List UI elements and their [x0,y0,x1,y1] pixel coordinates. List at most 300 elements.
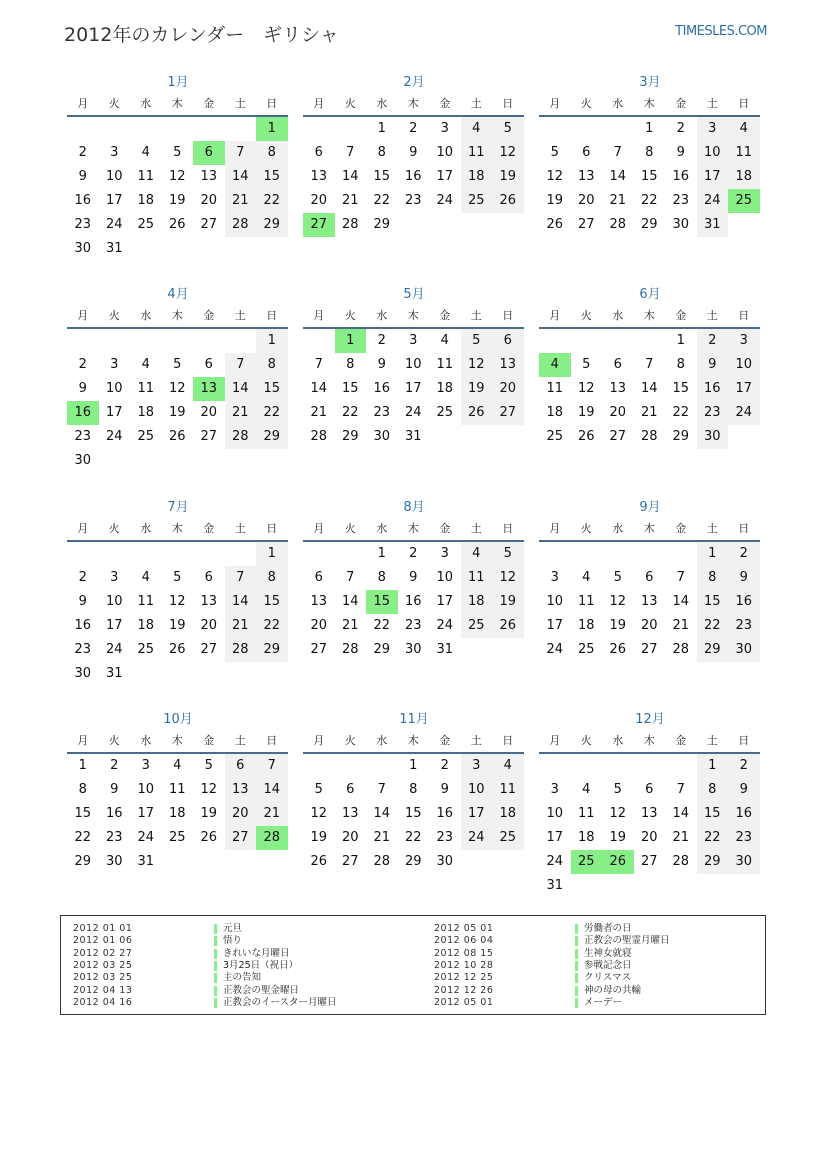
day-cell[interactable]: 20 [200,405,218,420]
day-cell[interactable]: 6 [582,145,591,160]
day-cell[interactable]: 5 [613,570,622,585]
day-cell[interactable]: 29 [256,213,288,237]
day-cell[interactable]: 14 [225,165,257,189]
day-cell[interactable]: 24 [105,429,123,444]
day-cell[interactable]: 8 [676,357,685,372]
day-cell[interactable]: 13 [225,778,257,802]
day-cell[interactable]: 16 [728,802,760,826]
day-cell[interactable]: 3 [550,570,559,585]
day-cell[interactable]: 30 [74,241,92,256]
day-cell[interactable]: 25 [168,830,186,845]
day-cell[interactable]: 23 [74,217,92,232]
day-cell[interactable]: 20 [609,405,627,420]
day-cell[interactable]: 25 [436,405,454,420]
day-cell[interactable]: 30 [74,666,92,681]
day-cell[interactable]: 9 [676,145,685,160]
day-cell[interactable]: 18 [492,802,524,826]
day-cell[interactable]: 15 [404,806,422,821]
day-cell[interactable]: 6 [645,782,654,797]
day-cell[interactable]: 18 [436,381,454,396]
day-cell[interactable]: 1 [409,758,418,773]
day-cell[interactable]: 27 [577,217,595,232]
day-cell[interactable]: 21 [225,614,257,638]
day-cell[interactable]: 17 [728,377,760,401]
day-cell[interactable]: 31 [137,854,155,869]
day-cell[interactable]: 9 [409,570,418,585]
day-cell[interactable]: 6 [613,357,622,372]
day-cell[interactable]: 16 [105,806,123,821]
day-cell[interactable]: 25 [137,429,155,444]
day-cell[interactable]: 25 [461,189,493,213]
holiday-day-cell[interactable]: 16 [67,401,99,425]
day-cell[interactable]: 12 [609,594,627,609]
day-cell[interactable]: 8 [78,782,87,797]
day-cell[interactable]: 25 [577,642,595,657]
day-cell[interactable]: 2 [697,329,729,353]
day-cell[interactable]: 1 [78,758,87,773]
day-cell[interactable]: 7 [645,357,654,372]
day-cell[interactable]: 17 [461,802,493,826]
day-cell[interactable]: 12 [168,169,186,184]
day-cell[interactable]: 19 [168,193,186,208]
day-cell[interactable]: 16 [373,381,391,396]
day-cell[interactable]: 1 [697,754,729,778]
day-cell[interactable]: 23 [404,618,422,633]
day-cell[interactable]: 18 [577,830,595,845]
holiday-day-cell[interactable]: 27 [303,213,335,237]
day-cell[interactable]: 9 [78,381,87,396]
day-cell[interactable]: 9 [728,778,760,802]
day-cell[interactable]: 11 [461,141,493,165]
day-cell[interactable]: 17 [105,405,123,420]
day-cell[interactable]: 11 [546,381,564,396]
day-cell[interactable]: 20 [200,193,218,208]
day-cell[interactable]: 23 [74,642,92,657]
day-cell[interactable]: 13 [310,169,328,184]
day-cell[interactable]: 3 [110,357,119,372]
day-cell[interactable]: 1 [256,329,288,353]
day-cell[interactable]: 5 [204,758,213,773]
day-cell[interactable]: 22 [697,614,729,638]
day-cell[interactable]: 5 [613,782,622,797]
day-cell[interactable]: 6 [492,329,524,353]
day-cell[interactable]: 5 [173,570,182,585]
day-cell[interactable]: 28 [225,213,257,237]
day-cell[interactable]: 19 [492,165,524,189]
day-cell[interactable]: 21 [640,405,658,420]
day-cell[interactable]: 20 [310,193,328,208]
day-cell[interactable]: 17 [436,594,454,609]
day-cell[interactable]: 27 [341,854,359,869]
day-cell[interactable]: 5 [173,357,182,372]
day-cell[interactable]: 2 [78,570,87,585]
day-cell[interactable]: 7 [613,145,622,160]
day-cell[interactable]: 27 [225,826,257,850]
day-cell[interactable]: 2 [78,357,87,372]
day-cell[interactable]: 28 [225,425,257,449]
day-cell[interactable]: 31 [404,429,422,444]
day-cell[interactable]: 23 [697,401,729,425]
day-cell[interactable]: 31 [436,642,454,657]
day-cell[interactable]: 1 [645,121,654,136]
day-cell[interactable]: 21 [341,193,359,208]
day-cell[interactable]: 5 [492,542,524,566]
day-cell[interactable]: 15 [672,381,690,396]
day-cell[interactable]: 2 [409,546,418,561]
day-cell[interactable]: 22 [697,826,729,850]
day-cell[interactable]: 4 [141,145,150,160]
day-cell[interactable]: 12 [577,381,595,396]
day-cell[interactable]: 26 [200,830,218,845]
day-cell[interactable]: 6 [314,145,323,160]
day-cell[interactable]: 10 [728,353,760,377]
day-cell[interactable]: 18 [168,806,186,821]
day-cell[interactable]: 26 [461,401,493,425]
day-cell[interactable]: 24 [728,401,760,425]
day-cell[interactable]: 12 [492,566,524,590]
day-cell[interactable]: 21 [672,830,690,845]
day-cell[interactable]: 3 [461,754,493,778]
day-cell[interactable]: 16 [404,169,422,184]
day-cell[interactable]: 4 [582,782,591,797]
day-cell[interactable]: 29 [74,854,92,869]
day-cell[interactable]: 22 [341,405,359,420]
day-cell[interactable]: 11 [492,778,524,802]
day-cell[interactable]: 28 [373,854,391,869]
day-cell[interactable]: 20 [577,193,595,208]
day-cell[interactable]: 30 [373,429,391,444]
day-cell[interactable]: 21 [609,193,627,208]
day-cell[interactable]: 10 [436,570,454,585]
day-cell[interactable]: 1 [377,121,386,136]
day-cell[interactable]: 9 [409,145,418,160]
holiday-day-cell[interactable]: 26 [602,850,634,874]
day-cell[interactable]: 12 [310,806,328,821]
day-cell[interactable]: 26 [492,189,524,213]
day-cell[interactable]: 8 [645,145,654,160]
day-cell[interactable]: 29 [404,854,422,869]
day-cell[interactable]: 31 [105,666,123,681]
day-cell[interactable]: 5 [550,145,559,160]
day-cell[interactable]: 12 [492,141,524,165]
day-cell[interactable]: 24 [436,618,454,633]
day-cell[interactable]: 4 [492,754,524,778]
day-cell[interactable]: 7 [676,570,685,585]
day-cell[interactable]: 23 [373,405,391,420]
day-cell[interactable]: 5 [582,357,591,372]
day-cell[interactable]: 9 [728,566,760,590]
day-cell[interactable]: 17 [546,830,564,845]
day-cell[interactable]: 22 [373,193,391,208]
day-cell[interactable]: 15 [256,165,288,189]
day-cell[interactable]: 22 [256,614,288,638]
day-cell[interactable]: 25 [461,614,493,638]
day-cell[interactable]: 3 [697,117,729,141]
day-cell[interactable]: 20 [640,618,658,633]
day-cell[interactable]: 14 [609,169,627,184]
day-cell[interactable]: 8 [697,778,729,802]
day-cell[interactable]: 14 [341,169,359,184]
day-cell[interactable]: 4 [728,117,760,141]
day-cell[interactable]: 7 [225,353,257,377]
day-cell[interactable]: 6 [225,754,257,778]
day-cell[interactable]: 21 [225,189,257,213]
day-cell[interactable]: 4 [461,542,493,566]
day-cell[interactable]: 15 [74,806,92,821]
day-cell[interactable]: 12 [546,169,564,184]
day-cell[interactable]: 21 [256,802,288,826]
day-cell[interactable]: 13 [640,594,658,609]
day-cell[interactable]: 3 [440,546,449,561]
site-logo[interactable]: TIMESLES.COM [675,24,767,39]
day-cell[interactable]: 23 [105,830,123,845]
day-cell[interactable]: 27 [640,642,658,657]
day-cell[interactable]: 26 [168,642,186,657]
day-cell[interactable]: 23 [728,614,760,638]
day-cell[interactable]: 19 [200,806,218,821]
day-cell[interactable]: 18 [461,590,493,614]
day-cell[interactable]: 14 [640,381,658,396]
day-cell[interactable]: 20 [492,377,524,401]
day-cell[interactable]: 20 [640,830,658,845]
day-cell[interactable]: 4 [582,570,591,585]
day-cell[interactable]: 2 [440,758,449,773]
day-cell[interactable]: 2 [110,758,119,773]
holiday-day-cell[interactable]: 25 [728,189,760,213]
day-cell[interactable]: 26 [168,217,186,232]
day-cell[interactable]: 6 [204,357,213,372]
day-cell[interactable]: 9 [697,353,729,377]
day-cell[interactable]: 26 [492,614,524,638]
day-cell[interactable]: 26 [168,429,186,444]
holiday-day-cell[interactable]: 15 [366,590,398,614]
day-cell[interactable]: 31 [105,241,123,256]
day-cell[interactable]: 22 [640,193,658,208]
day-cell[interactable]: 21 [225,401,257,425]
day-cell[interactable]: 16 [728,590,760,614]
day-cell[interactable]: 18 [728,165,760,189]
day-cell[interactable]: 15 [697,802,729,826]
day-cell[interactable]: 3 [550,782,559,797]
day-cell[interactable]: 22 [672,405,690,420]
day-cell[interactable]: 8 [346,357,355,372]
day-cell[interactable]: 29 [640,217,658,232]
day-cell[interactable]: 24 [546,854,564,869]
day-cell[interactable]: 11 [137,381,155,396]
day-cell[interactable]: 28 [672,854,690,869]
holiday-day-cell[interactable]: 25 [571,850,603,874]
day-cell[interactable]: 9 [110,782,119,797]
day-cell[interactable]: 16 [697,377,729,401]
day-cell[interactable]: 6 [314,570,323,585]
day-cell[interactable]: 30 [74,453,92,468]
day-cell[interactable]: 13 [640,806,658,821]
day-cell[interactable]: 26 [577,429,595,444]
day-cell[interactable]: 16 [404,594,422,609]
holiday-day-cell[interactable]: 6 [193,141,225,165]
day-cell[interactable]: 20 [341,830,359,845]
day-cell[interactable]: 24 [105,642,123,657]
day-cell[interactable]: 8 [256,353,288,377]
day-cell[interactable]: 7 [377,782,386,797]
day-cell[interactable]: 13 [577,169,595,184]
day-cell[interactable]: 31 [546,878,564,893]
day-cell[interactable]: 10 [105,594,123,609]
day-cell[interactable]: 19 [461,377,493,401]
day-cell[interactable]: 17 [137,806,155,821]
day-cell[interactable]: 18 [577,618,595,633]
day-cell[interactable]: 29 [341,429,359,444]
day-cell[interactable]: 24 [404,405,422,420]
day-cell[interactable]: 8 [377,145,386,160]
day-cell[interactable]: 8 [256,566,288,590]
day-cell[interactable]: 5 [314,782,323,797]
day-cell[interactable]: 30 [105,854,123,869]
day-cell[interactable]: 17 [697,165,729,189]
day-cell[interactable]: 10 [404,357,422,372]
day-cell[interactable]: 29 [256,638,288,662]
day-cell[interactable]: 5 [492,117,524,141]
day-cell[interactable]: 9 [440,782,449,797]
day-cell[interactable]: 4 [461,117,493,141]
day-cell[interactable]: 13 [310,594,328,609]
day-cell[interactable]: 1 [256,542,288,566]
day-cell[interactable]: 30 [728,638,760,662]
day-cell[interactable]: 11 [168,782,186,797]
day-cell[interactable]: 14 [225,590,257,614]
day-cell[interactable]: 6 [346,782,355,797]
day-cell[interactable]: 10 [137,782,155,797]
holiday-day-cell[interactable]: 4 [539,353,571,377]
holiday-day-cell[interactable]: 1 [335,329,367,353]
day-cell[interactable]: 2 [728,754,760,778]
day-cell[interactable]: 2 [676,121,685,136]
day-cell[interactable]: 17 [436,169,454,184]
day-cell[interactable]: 19 [609,830,627,845]
day-cell[interactable]: 21 [672,618,690,633]
day-cell[interactable]: 22 [256,401,288,425]
day-cell[interactable]: 16 [74,618,92,633]
day-cell[interactable]: 9 [78,594,87,609]
day-cell[interactable]: 1 [377,546,386,561]
day-cell[interactable]: 11 [137,169,155,184]
day-cell[interactable]: 18 [137,405,155,420]
day-cell[interactable]: 8 [697,566,729,590]
day-cell[interactable]: 27 [200,642,218,657]
day-cell[interactable]: 25 [546,429,564,444]
day-cell[interactable]: 26 [310,854,328,869]
day-cell[interactable]: 18 [137,618,155,633]
day-cell[interactable]: 13 [492,353,524,377]
day-cell[interactable]: 27 [200,429,218,444]
day-cell[interactable]: 28 [341,642,359,657]
holiday-day-cell[interactable]: 28 [256,826,288,850]
day-cell[interactable]: 20 [225,802,257,826]
day-cell[interactable]: 14 [373,806,391,821]
day-cell[interactable]: 30 [672,217,690,232]
day-cell[interactable]: 11 [577,806,595,821]
day-cell[interactable]: 13 [200,594,218,609]
day-cell[interactable]: 5 [461,329,493,353]
day-cell[interactable]: 30 [728,850,760,874]
day-cell[interactable]: 7 [346,145,355,160]
day-cell[interactable]: 12 [200,782,218,797]
day-cell[interactable]: 10 [461,778,493,802]
day-cell[interactable]: 6 [204,570,213,585]
day-cell[interactable]: 9 [78,169,87,184]
day-cell[interactable]: 23 [728,826,760,850]
day-cell[interactable]: 20 [200,618,218,633]
day-cell[interactable]: 4 [440,333,449,348]
day-cell[interactable]: 15 [373,169,391,184]
day-cell[interactable]: 22 [373,618,391,633]
day-cell[interactable]: 4 [141,570,150,585]
day-cell[interactable]: 29 [373,217,391,232]
day-cell[interactable]: 20 [310,618,328,633]
day-cell[interactable]: 7 [314,357,323,372]
holiday-day-cell[interactable]: 13 [193,377,225,401]
day-cell[interactable]: 2 [377,333,386,348]
day-cell[interactable]: 29 [697,638,729,662]
day-cell[interactable]: 14 [256,778,288,802]
day-cell[interactable]: 15 [341,381,359,396]
day-cell[interactable]: 19 [168,405,186,420]
day-cell[interactable]: 25 [492,826,524,850]
day-cell[interactable]: 24 [137,830,155,845]
day-cell[interactable]: 7 [256,754,288,778]
day-cell[interactable]: 21 [310,405,328,420]
day-cell[interactable]: 17 [546,618,564,633]
day-cell[interactable]: 2 [78,145,87,160]
day-cell[interactable]: 11 [436,357,454,372]
day-cell[interactable]: 14 [672,806,690,821]
day-cell[interactable]: 22 [256,189,288,213]
day-cell[interactable]: 13 [200,169,218,184]
day-cell[interactable]: 3 [110,570,119,585]
day-cell[interactable]: 3 [141,758,150,773]
day-cell[interactable]: 14 [310,381,328,396]
day-cell[interactable]: 18 [137,193,155,208]
day-cell[interactable]: 27 [640,854,658,869]
day-cell[interactable]: 26 [546,217,564,232]
day-cell[interactable]: 23 [436,830,454,845]
day-cell[interactable]: 24 [436,193,454,208]
day-cell[interactable]: 1 [676,333,685,348]
day-cell[interactable]: 19 [609,618,627,633]
day-cell[interactable]: 29 [373,642,391,657]
day-cell[interactable]: 4 [173,758,182,773]
day-cell[interactable]: 5 [173,145,182,160]
day-cell[interactable]: 28 [609,217,627,232]
day-cell[interactable]: 19 [492,590,524,614]
day-cell[interactable]: 28 [225,638,257,662]
day-cell[interactable]: 7 [225,566,257,590]
day-cell[interactable]: 28 [341,217,359,232]
day-cell[interactable]: 12 [168,381,186,396]
day-cell[interactable]: 10 [546,594,564,609]
day-cell[interactable]: 8 [409,782,418,797]
day-cell[interactable]: 3 [728,329,760,353]
day-cell[interactable]: 23 [74,429,92,444]
day-cell[interactable]: 28 [672,642,690,657]
day-cell[interactable]: 25 [137,642,155,657]
day-cell[interactable]: 24 [546,642,564,657]
day-cell[interactable]: 29 [697,850,729,874]
day-cell[interactable]: 11 [728,141,760,165]
day-cell[interactable]: 27 [492,401,524,425]
day-cell[interactable]: 19 [168,618,186,633]
day-cell[interactable]: 15 [256,590,288,614]
